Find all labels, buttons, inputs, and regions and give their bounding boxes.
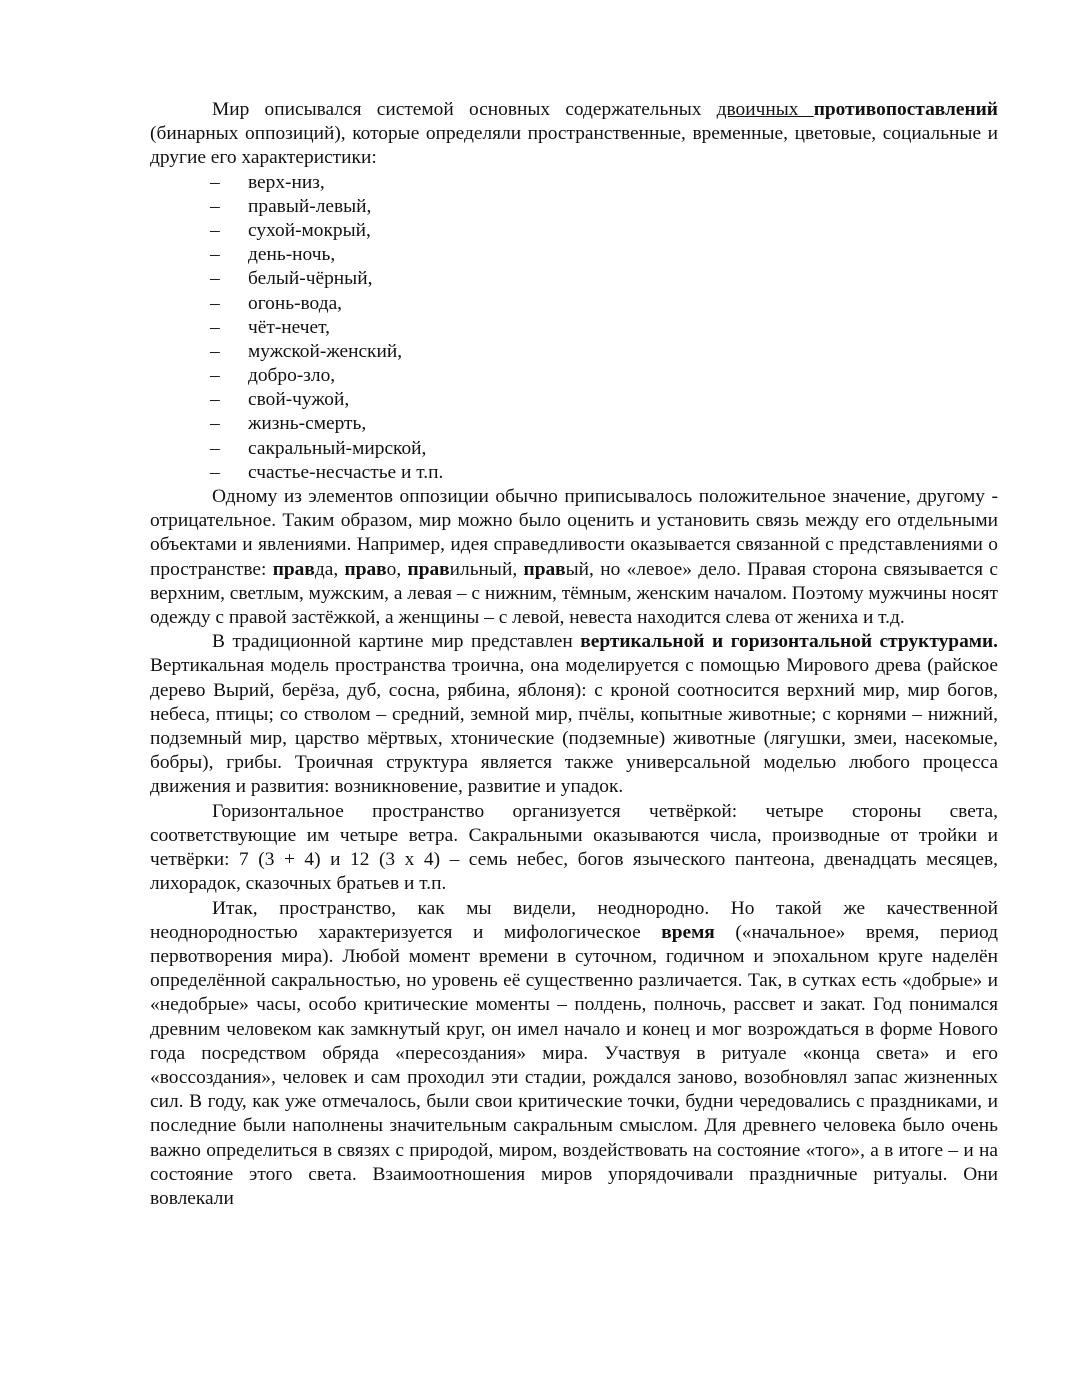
dash-bullet: – — [210, 340, 220, 362]
text-run: Вертикальная модель пространства троична, она моделируется с помощью Мирового древа (райское дерево Вырий, берёза, дуб, сосна, рябина, яблоня): с кроной соотносится верхний мир, мир богов, небеса, птицы; со стволом – средний, земной мир, пчёлы, копытные животные; с корнями – нижний, подземный мир, царство мёртвых, хтонические (подземные) животные (лягушки, змеи, насекомые, бобры), грибы. Троичная структура является также универсальной моделью любого процесса движения и развития: возникновение, развитие и упадок. — [150, 655, 998, 798]
dash-bullet: – — [210, 268, 220, 290]
list-item — [150, 316, 998, 340]
list-item-text: сакральный-мирской, — [248, 437, 427, 459]
bold-root: прав — [344, 558, 387, 580]
list-item — [150, 171, 998, 195]
bold-root: прав — [523, 558, 566, 580]
list-item — [150, 437, 998, 461]
list-item-text: чёт-нечет, — [248, 316, 331, 338]
bold-term: противопоставлений — [813, 99, 998, 120]
list-item — [150, 388, 998, 412]
paragraph-mythological-time — [150, 897, 998, 1212]
underlined-term: двоичных — [716, 99, 814, 120]
list-item — [150, 292, 998, 316]
bold-root: прав — [407, 558, 450, 580]
dash-bullet: – — [210, 195, 220, 217]
dash-bullet: – — [210, 413, 220, 435]
dash-bullet: – — [210, 244, 220, 266]
text-run: В традиционной картине мир представлен — [212, 631, 581, 653]
dash-bullet: – — [210, 219, 220, 241]
dash-bullet: – — [210, 437, 220, 459]
list-item-text: добро-зло, — [248, 365, 336, 387]
list-item-text: жизнь-смерть, — [248, 413, 367, 435]
list-item-text: счастье-несчастье и т.п. — [248, 461, 444, 483]
list-item-text: свой-чужой, — [248, 389, 350, 411]
list-item-text: день-ночь, — [248, 244, 336, 266]
dash-bullet: – — [210, 389, 220, 411]
dash-bullet: – — [210, 316, 220, 338]
list-item — [150, 195, 998, 219]
dash-bullet: – — [210, 292, 220, 314]
bold-term: время — [661, 921, 715, 943]
paragraph-binary-oppositions — [150, 98, 998, 171]
bold-root: прав — [272, 558, 315, 580]
list-item — [150, 219, 998, 243]
list-item — [150, 340, 998, 364]
oppositions-list — [150, 171, 998, 485]
list-item — [150, 412, 998, 436]
text-run: о, — [386, 558, 408, 580]
list-item — [150, 461, 998, 485]
paragraph-horizontal-space: Горизонтальное пространство организуется четвёркой: четыре стороны света, соответствующие им четыре ветра. Сакральными оказываются числа, производные от тройки и четвёрки: 7 (3 + 4) и 12 (3 х 4) – семь небес, богов языческого пантеона, двенадцать месяцев, лихорадок, сказочных братьев и т.п. — [150, 800, 998, 895]
dash-bullet: – — [210, 365, 220, 387]
list-item-text: белый-чёрный, — [248, 268, 373, 290]
text-run: да, — [314, 558, 345, 580]
text-run: Мир описывался системой основных содержательных — [212, 99, 717, 120]
text-run: Итак, пространство, как мы видели, неоднородно. Но такой же качественной неоднородностью характеризуется и мифологическое — [150, 897, 998, 943]
paragraph-justice-space — [150, 485, 998, 630]
list-item-text: мужской-женский, — [248, 340, 403, 362]
bold-term: вертикальной и горизонтальной структурами. — [580, 631, 998, 653]
list-item-text: огонь-вода, — [248, 292, 343, 314]
document-page — [150, 98, 998, 1211]
text-run: (бинарных оппозиций), которые определяли пространственные, временные, цветовые, социальные и другие его характеристики: — [150, 123, 998, 169]
dash-bullet: – — [210, 461, 220, 483]
text-run: («начальное» время, период первотворения мира). Любой момент времени в суточном, годичном и эпохальном круге наделён определённой сакральностью, но уровень её существенно различается. Так, в сутках есть «добрые» и «недобрые» часы, особо критические моменты – полдень, полночь, рассвет и закат. Год понимался древним человеком как замкнутый круг, он имел начало и конец и мог возрождаться в форме Нового года посредством обряда «пересоздания» мира. Участвуя в ритуале «конца света» и его «воссоздания», человек и сам проходил эти стадии, рождался заново, возобновлял запас жизненных сил. В году, как уже отмечалось, были свои критические точки, будни чередовались с праздниками, и последние были наполнены значительным сакральным смыслом. Для древнего человека было очень важно определиться в связях с природой, миром, воздействовать на состояние «того», а в итоге – и на состояние этого света. Взаимоотношения миров упорядочивали праздничные ритуалы. Они вовлекали — [150, 921, 998, 1209]
list-item — [150, 267, 998, 291]
list-item-text: сухой-мокрый, — [248, 219, 371, 241]
text-run: Одному из элементов оппозиции обычно приписывалось положительное значение, другому - отрицательное. Таким образом, мир можно было оценить и установить связь между его отдельными объектами и явлениями. Например, идея справедливости оказывается связанной с представлениями о пространстве: — [150, 486, 998, 580]
dash-bullet: – — [210, 171, 220, 193]
list-item-text: верх-низ, — [248, 171, 325, 193]
text-run: ый, но «левое» дело. Правая сторона связывается с верхним, светлым, мужским, а левая – с нижним, тёмным, женским началом. Поэтому мужчины носят одежду с правой застёжкой, а женщины – с левой, невеста находится слева от жениха и т.д. — [150, 558, 999, 629]
list-item-text: правый-левый, — [248, 195, 372, 217]
list-item — [150, 243, 998, 267]
list-item — [150, 364, 998, 388]
paragraph-world-structures — [150, 630, 998, 799]
text-run: ильный, — [449, 558, 524, 580]
